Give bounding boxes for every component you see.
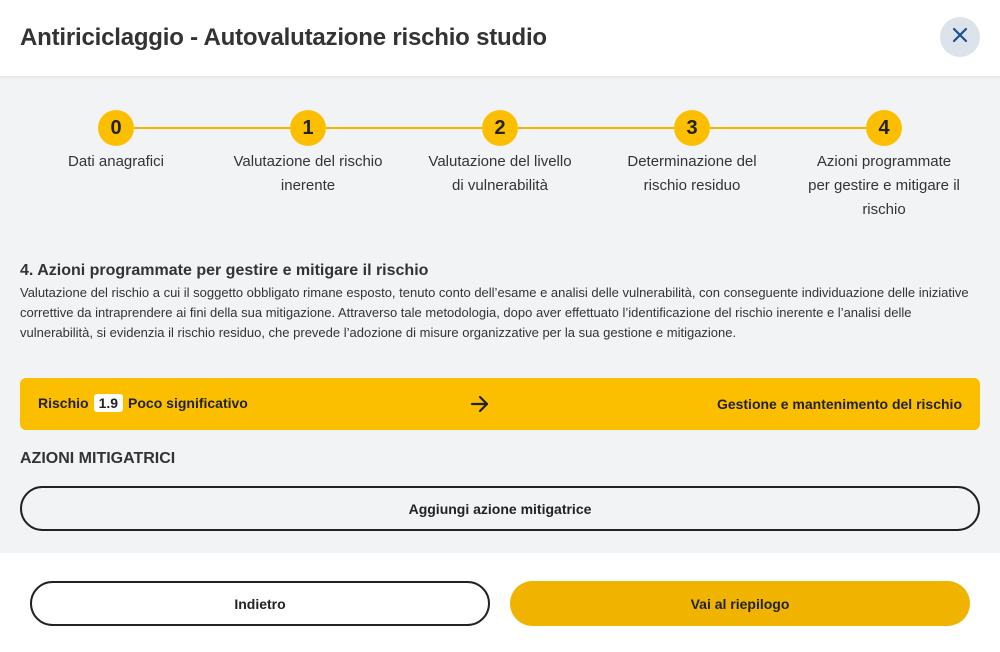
step-number: 2	[482, 110, 518, 146]
step-label: Dati anagrafici	[68, 153, 164, 170]
close-button[interactable]	[940, 17, 980, 57]
step-label: Determinazione del rischio residuo	[627, 153, 757, 194]
progress-stepper	[20, 110, 980, 230]
page-title: Antiriciclaggio - Autovalutazione rischio studio	[20, 24, 547, 51]
modal-header	[0, 0, 1000, 77]
risk-indicator	[38, 394, 248, 412]
step-label: Azioni programmate per gestire e mitigare il rischio	[808, 153, 960, 218]
modal-footer	[0, 553, 1000, 652]
risk-level: Poco significativo	[128, 395, 248, 411]
step-number: 4	[866, 110, 902, 146]
risk-score-badge: 1.9	[94, 394, 123, 412]
step-label: Valutazione del rischio inerente	[233, 153, 383, 194]
close-icon	[952, 27, 968, 48]
section-title: 4. Azioni programmate per gestire e mitigare il rischio	[20, 262, 429, 279]
step-number: 3	[674, 110, 710, 146]
step-3[interactable]	[596, 110, 788, 198]
mitigating-actions-title: AZIONI MITIGATRICI	[20, 450, 176, 467]
risk-label: Rischio	[38, 395, 89, 411]
step-2[interactable]	[404, 110, 596, 198]
step-4[interactable]	[788, 110, 980, 222]
step-label: Valutazione del livello di vulnerabilità	[428, 153, 572, 194]
step-number: 0	[98, 110, 134, 146]
arrow-right-icon	[469, 393, 491, 420]
section-description: Valutazione del rischio a cui il soggetto obbligato rimane esposto, tenuto conto dell’esame e analisi delle vulnerabilità, con conseguente individuazione delle iniziative correttive da intraprendere ai fini della sua mitigazione. Attraverso tale metodologia, dopo aver effettuato l’identificazione del rischio inerente e l’analisi delle vulnerabilità, si evidenzia il rischio residuo, che prevede l’adozione di misure organizzative per la sua gestione e mitigazione.	[20, 285, 969, 340]
step-0[interactable]	[20, 110, 212, 174]
risk-summary-bar	[20, 378, 980, 430]
step-1[interactable]	[212, 110, 404, 198]
risk-outcome: Gestione e mantenimento del rischio	[716, 396, 962, 412]
step-number: 1	[290, 110, 326, 146]
go-to-summary-button[interactable]: Vai al riepilogo	[510, 581, 970, 626]
add-mitigating-action-button[interactable]: Aggiungi azione mitigatrice	[20, 486, 980, 531]
back-button[interactable]: Indietro	[30, 581, 490, 626]
